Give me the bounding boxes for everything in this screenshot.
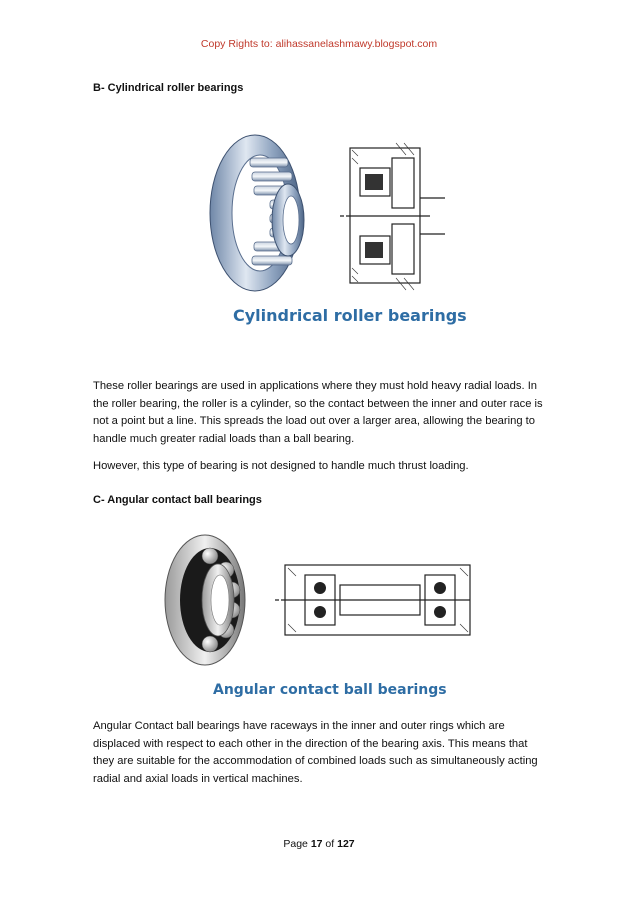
angular-bearing-caption: Angular contact ball bearings xyxy=(213,682,447,698)
section-c-paragraph-1: Angular Contact ball bearings have raceways in the inner and outer rings which are displaced with respect to each other in the direction of the bearing axis. This means that they are suitable for the accommodation of combined loads such as simultaneously acting radial and axial loads in vertical machines. xyxy=(93,720,538,785)
section-c-heading: C- Angular contact ball bearings xyxy=(93,494,262,506)
copyright-header: Copy Rights to: alihassanelashmawy.blogspot.com xyxy=(200,38,438,50)
total-pages: 127 xyxy=(337,838,355,850)
section-b-paragraph-2: However, this type of bearing is not designed to handle much thrust loading. xyxy=(93,460,469,472)
of-label: of xyxy=(325,838,335,850)
page-label: Page xyxy=(283,838,308,850)
cylindrical-bearing-caption: Cylindrical roller bearings xyxy=(233,306,467,325)
page-number: 17 xyxy=(310,838,323,850)
section-b-heading: B- Cylindrical roller bearings xyxy=(93,82,244,94)
angular-bearing-figure xyxy=(160,530,480,680)
angular-bearing-illustration xyxy=(160,530,480,680)
page-footer xyxy=(0,838,638,850)
section-b-paragraph-1: These roller bearings are used in applications where they must hold heavy radial loads. In the roller bearing, the roller is a cylinder, so the contact between the inner and outer race is not a point but a line. This spreads the load out over a larger area, allowing the bearing to handle much greater radial loads than a ball bearing. xyxy=(93,380,543,445)
